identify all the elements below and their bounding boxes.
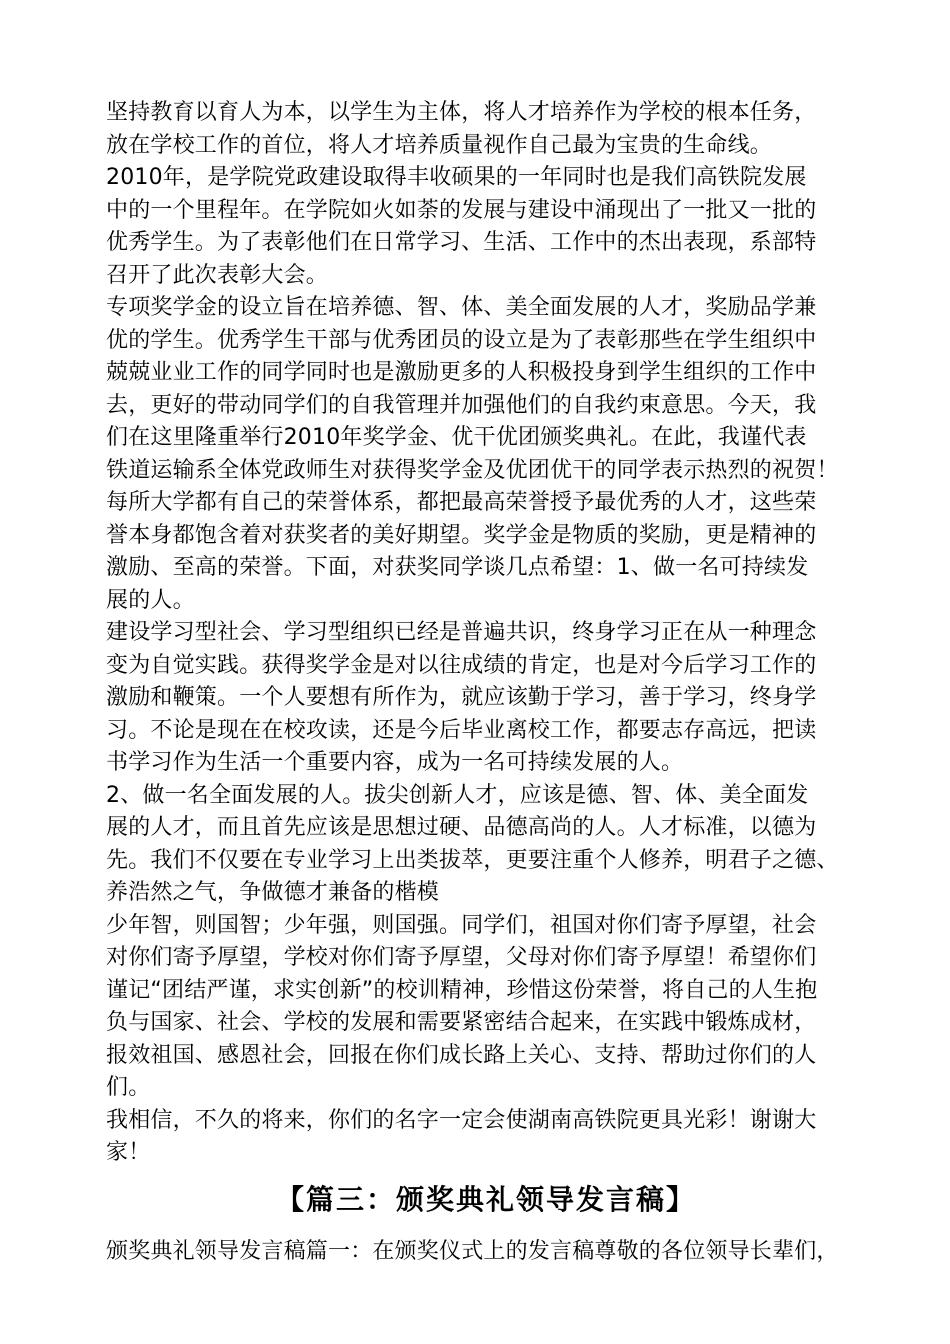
paragraph-lifelong-learning: 建设学习型社会、学习型组织已经是普遍共识，终身学习正在从一种理念 变为自觉实践。获得奖学金是对以往成绩的肯定，也是对今后学习工作的 激励和鞭策。一个人要想有所作为，就应该勤于学习，善于学习，终身学 习。不论是现在在校攻读，还是今后毕业离校工作，都要志存高远，把读 书学习作为生活一个重要内容，成为一名可持续发展的人。 xyxy=(106,620,817,775)
paragraph-honor-system: 每所大学都有自己的荣誉体系，都把最高荣誉授予最优秀的人才，这些荣 誉本身都饱含着对获奖者的美好期望。奖学金是物质的奖励，更是精神的 激励、至高的荣誉。下面，对获奖同学谈几点希望：1、做一名可持续发 展的人。 xyxy=(106,490,817,613)
paragraph-closing-thanks: 我相信，不久的将来，你们的名字一定会使湖南高铁院更具光彩！谢谢大 家！ xyxy=(106,1107,817,1165)
paragraph-intro: 坚持教育以育人为本，以学生为主体，将人才培养作为学校的根本任务， 放在学校工作的首位，将人才培养质量视作自己最为宝贵的生命线。 xyxy=(106,100,817,158)
paragraph-all-round-development: 2、做一名全面发展的人。拔尖创新人才，应该是德、智、体、美全面发 展的人才，而且首先应该是思想过硬、品德高尚的人。人才标准，以德为 先。我们不仅要在专业学习上出类拔萃，更要注重个人修养，明君子之德、 养浩然之气，争做德才兼备的楷模 xyxy=(106,782,839,905)
document-page xyxy=(106,97,866,1268)
paragraph-scholarship-purpose: 专项奖学金的设立旨在培养德、智、体、美全面发展的人才，奖励品学兼 优的学生。优秀学生干部与优秀团员的设立是为了表彰那些在学生组织中 兢兢业业工作的同学同时也是激励更多的人积极投身到学生组织的工作中 去，更好的带动同学们的自我管理并加强他们的自我约束意思。今天，我 们在这里隆重举行2010年奖学金、优干优团颁奖典礼。在此，我谨代表 铁道运输系全体党政师生对获得奖学金及优团优干的同学表示热烈的祝贺！ xyxy=(106,295,839,483)
paragraph-youth-expectations: 少年智，则国智；少年强，则国强。同学们，祖国对你们寄予厚望，社会 对你们寄予厚望，学校对你们寄予厚望，父母对你们寄予厚望！希望你们 谨记“团结严谨，求实创新”的校训精神，珍惜这份荣誉，将自己的人生抱 负与国家、社会、学校的发展和需要紧密结合起来，在实践中锻炼成材， 报效祖国、感恩社会，回报在你们成长路上关心、支持、帮助过你们的人 们。 xyxy=(106,912,818,1100)
paragraph-2010-milestone: 2010年，是学院党政建设取得丰收硕果的一年同时也是我们高铁院发展 中的一个里程年。在学院如火如荼的发展与建设中涌现出了一批又一批的 优秀学生。为了表彰他们在日常学习、生活、工作中的杰出表现，系部特 召开了此次表彰大会。 xyxy=(106,165,817,288)
section-heading: 【篇三：颁奖典礼领导发言稿】 xyxy=(275,1182,696,1216)
paragraph-speech-opening: 颁奖典礼领导发言稿篇一：在颁奖仪式上的发言稿尊敬的各位领导长辈们， xyxy=(106,1238,839,1264)
